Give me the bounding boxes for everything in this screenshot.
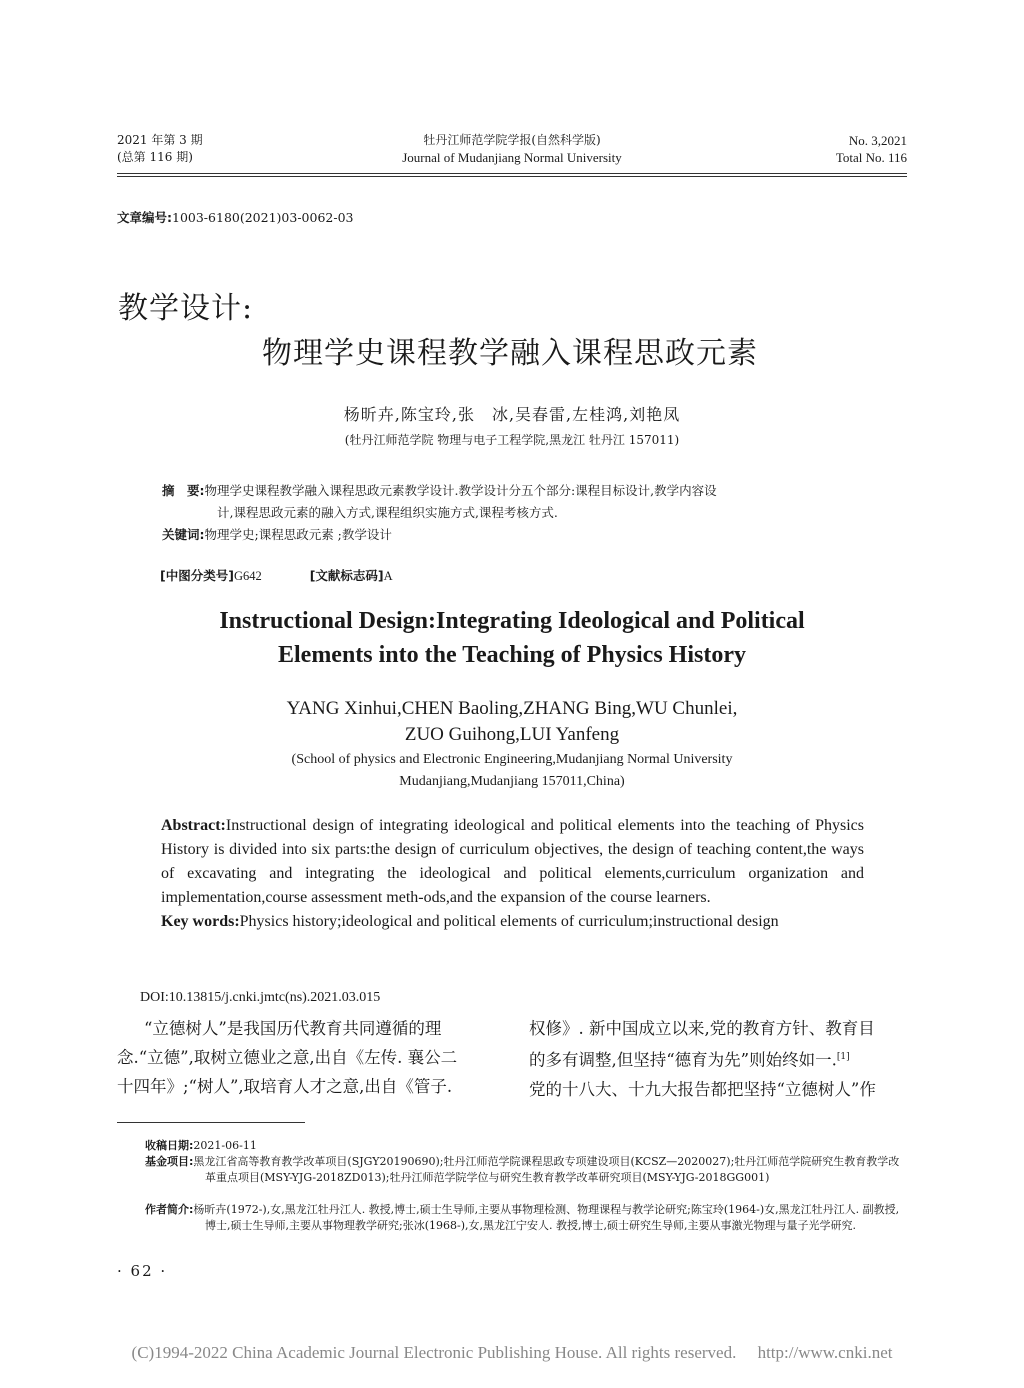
- header-rule-top: [117, 173, 907, 174]
- en-abstract-label: Abstract:: [161, 817, 226, 834]
- body-right-line2: 的多有调整,但坚持“德育为先”则始终如一.: [529, 1050, 837, 1070]
- en-affiliation: [0, 749, 1024, 793]
- doc-code-value: A: [383, 569, 393, 583]
- doi: DOI:10.13815/j.cnki.jmtc(ns).2021.03.015: [140, 990, 381, 1005]
- copyright-notice: (C)1994-2022 China Academic Journal Electronic Publishing House. All rights reserved. http://www.cnki.net: [131, 1343, 893, 1362]
- clc-label: [中图分类号]: [160, 568, 234, 583]
- cn-keywords-label: 关键词:: [162, 527, 205, 542]
- cn-keywords-value: 物理学史;课程思政元素 ;教学设计: [204, 527, 392, 542]
- cn-abstract-line1: 物理学史课程教学融入课程思政元素教学设计.教学设计分五个部分:课程目标设计,教学内容设: [204, 483, 717, 498]
- en-keywords-label: Key words:: [161, 913, 240, 930]
- footnote-rule: [117, 1122, 305, 1123]
- cn-title-line1: 教学设计:: [118, 291, 254, 326]
- issue-info-en: [836, 132, 907, 166]
- doc-code-label: [文献标志码]: [309, 568, 384, 583]
- footnote-fund: [145, 1154, 907, 1186]
- cn-authors: 杨昕卉,陈宝玲,张 冰,吴春雷,左桂鸿,刘艳凤: [343, 405, 681, 424]
- en-title-line2: Elements into the Teaching of Physics History: [277, 642, 746, 668]
- journal-name-en: Journal of Mudanjiang Normal University: [402, 150, 622, 165]
- issue-number: 2021 年第 3 期: [117, 133, 203, 147]
- article-number-value: 1003-6180(2021)03-0062-03: [172, 210, 354, 225]
- header-rule-bottom: [117, 176, 907, 177]
- en-authors: [0, 696, 1024, 748]
- en-affiliation-line1: (School of physics and Electronic Engineering,Mudanjiang Normal University: [291, 752, 733, 767]
- clc-value: G642: [233, 569, 262, 583]
- en-affiliation-line2: Mudanjiang,Mudanjiang 157011,China): [399, 774, 625, 789]
- body-right-line1: 权修》. 新中国成立以来,党的教育方针、教育目: [529, 1019, 875, 1038]
- received-value: 2021-06-11: [193, 1139, 257, 1152]
- en-abstract: [161, 814, 864, 934]
- cn-abstract: [162, 480, 867, 546]
- en-abstract-text: Instructional design of integrating ideological and political elements into the teaching of Physics History is divided into six parts:the design of curriculum objectives, the design of teaching content,the ways of excavating and integrating the ideological and political elements,curriculum organization and implementation,course assessment meth-ods,and the expansion of the course learners.: [161, 817, 864, 906]
- author-value: 杨昕卉(1972-),女,黑龙江牡丹江人. 教授,博士,硕士生导师,主要从事物理检测、物理课程与教学论研究;陈宝玲(1964-)女,黑龙江牡丹江人. 副教授,博士,硕士生导师,主要从事物理教学研究;张冰(1968-),女,黑龙江宁安人. 教授,博士,硕士研究生导师,主要从事激光物理与量子光学研究.: [193, 1203, 900, 1232]
- body-left-line1: “立德树人”是我国历代教育共同遵循的理: [144, 1019, 442, 1038]
- journal-name-cn: 牡丹江师范学院学报(自然科学版): [423, 133, 601, 147]
- body-right-column: [529, 1014, 907, 1104]
- body-left-column: [117, 1014, 497, 1101]
- fund-value: 黑龙江省高等教育教学改革项目(SJGY20190690);牡丹江师范学院课程思政专项建设项目(KCSZ—2020027);牡丹江师范学院研究生教育教学改革重点项目(MSY-YJG-2018ZD013);牡丹江师范学院学位与研究生教育教学改革研究项目(MSY-YJG-2018GG001): [193, 1155, 900, 1184]
- en-keywords-text: Physics history;ideological and political elements of curriculum;instructional design: [239, 913, 779, 930]
- footnote-author: [145, 1202, 907, 1234]
- en-title-line1: Instructional Design:Integrating Ideological and Political: [219, 608, 805, 634]
- footnote-received: [145, 1138, 907, 1154]
- body-left-line2: 念.“立德”,取树立德业之意,出自《左传. 襄公二: [117, 1048, 458, 1067]
- fund-label: 基金项目:: [145, 1155, 194, 1168]
- author-label: 作者简介:: [145, 1203, 194, 1216]
- cn-title-line2: 物理学史课程教学融入课程思政元素: [262, 336, 758, 371]
- issue-total-en: Total No. 116: [835, 150, 907, 165]
- issue-number-en: No. 3,2021: [848, 133, 907, 148]
- citation-ref: [1]: [836, 1052, 850, 1062]
- article-number: [117, 208, 353, 226]
- en-authors-line1: YANG Xinhui,CHEN Baoling,ZHANG Bing,WU Chunlei,: [286, 698, 738, 719]
- cn-abstract-label: 摘 要:: [162, 483, 205, 498]
- body-left-line3: 十四年》;“树人”,取培育人才之意,出自《管子.: [117, 1077, 453, 1096]
- classification: [160, 566, 393, 584]
- cn-abstract-line2: 计,课程思政元素的融入方式,课程组织实施方式,课程考核方式.: [217, 505, 558, 520]
- received-label: 收稿日期:: [145, 1139, 194, 1152]
- page-number: · 62 ·: [117, 1262, 168, 1280]
- body-right-line3: 党的十八大、十九大报告都把坚持“立德树人”作: [529, 1079, 876, 1099]
- en-authors-line2: ZUO Guihong,LUI Yanfeng: [404, 724, 620, 745]
- issue-total: (总第 116 期): [117, 150, 193, 164]
- cn-affiliation: (牡丹江师范学院 物理与电子工程学院,黑龙江 牡丹江 157011): [344, 433, 680, 447]
- article-number-label: 文章编号:: [117, 210, 172, 225]
- en-title: [0, 604, 1024, 672]
